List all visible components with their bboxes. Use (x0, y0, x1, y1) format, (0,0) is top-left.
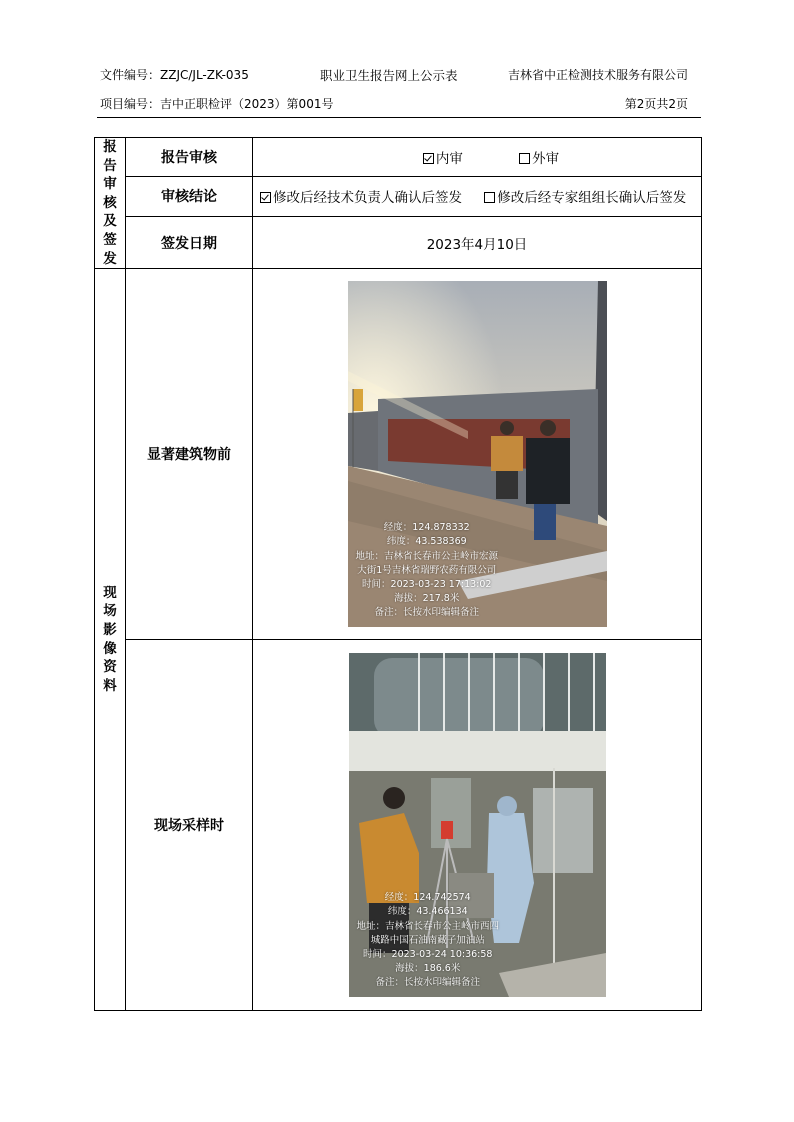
sampling-photo (349, 653, 606, 997)
project-number (100, 95, 333, 112)
company-name: 吉林省中正检测技术服务有限公司 (507, 68, 688, 82)
issue-date-row (95, 216, 702, 268)
review-conclusion-options (253, 176, 702, 216)
report-table (94, 137, 702, 1011)
project-number-label: 项目编号： (100, 97, 161, 111)
header-rule (97, 117, 701, 118)
building-photo (348, 281, 607, 627)
internal-review-checkbox[interactable]: 内审 (423, 151, 463, 167)
doc-number-label: 文件编号： (100, 68, 161, 82)
issue-date-value: 2023年4月10日 (253, 216, 702, 268)
checked-box-icon (423, 153, 434, 164)
doc-title: 职业卫生报告网上公示表 (320, 68, 458, 83)
report-review-options (253, 138, 702, 177)
conclusion-row (95, 176, 702, 216)
photo2-label: 现场采样时 (126, 640, 253, 1011)
review-row (95, 138, 702, 177)
empty-box-icon (484, 192, 495, 203)
project-number-value: 吉中正职检评（2023）第001号 (160, 97, 334, 111)
issue-date-label: 签发日期 (126, 216, 253, 268)
photo1-label: 显著建筑物前 (126, 269, 253, 640)
empty-box-icon (519, 153, 530, 164)
tech-lead-signoff-checkbox[interactable]: 修改后经技术负责人确认后签发 (260, 190, 462, 206)
doc-number-value: ZZJC/JL-ZK-035 (160, 68, 249, 82)
checked-box-icon (260, 192, 271, 203)
photo1-watermark: 经度：124.878332 纬度：43.538369 地址：吉林省长春市公主岭市宏源 大街1号吉林省瑞野农药有限公司 时间：2023-03-23 17:13:02 海拔：217.8米 备注：长按水印编辑备注 (355, 522, 499, 619)
photo-row (95, 640, 702, 1011)
photo-side-label: 现 场 影 像 资 料 (95, 269, 126, 1011)
doc-number (100, 66, 249, 83)
review-conclusion-label: 审核结论 (126, 176, 253, 216)
page-info: 第2页共2页 (624, 97, 688, 111)
review-side-label: 报 告 审 核 及 签 发 (95, 138, 126, 269)
external-review-checkbox[interactable]: 外审 (519, 151, 559, 167)
expert-lead-signoff-checkbox[interactable]: 修改后经专家组组长确认后签发 (484, 190, 686, 206)
photo2-cell (253, 640, 702, 1011)
photo1-cell (253, 269, 702, 640)
report-review-label: 报告审核 (126, 138, 253, 177)
photo-row (95, 269, 702, 640)
photo2-watermark: 经度：124.742574 纬度：43.466134 地址：吉林省长春市公主岭市西四 城路中国石油南藏子加油站 时间：2023-03-24 10:36:58 海拔：186.6米 备注：长按水印编辑备注 (356, 892, 500, 989)
